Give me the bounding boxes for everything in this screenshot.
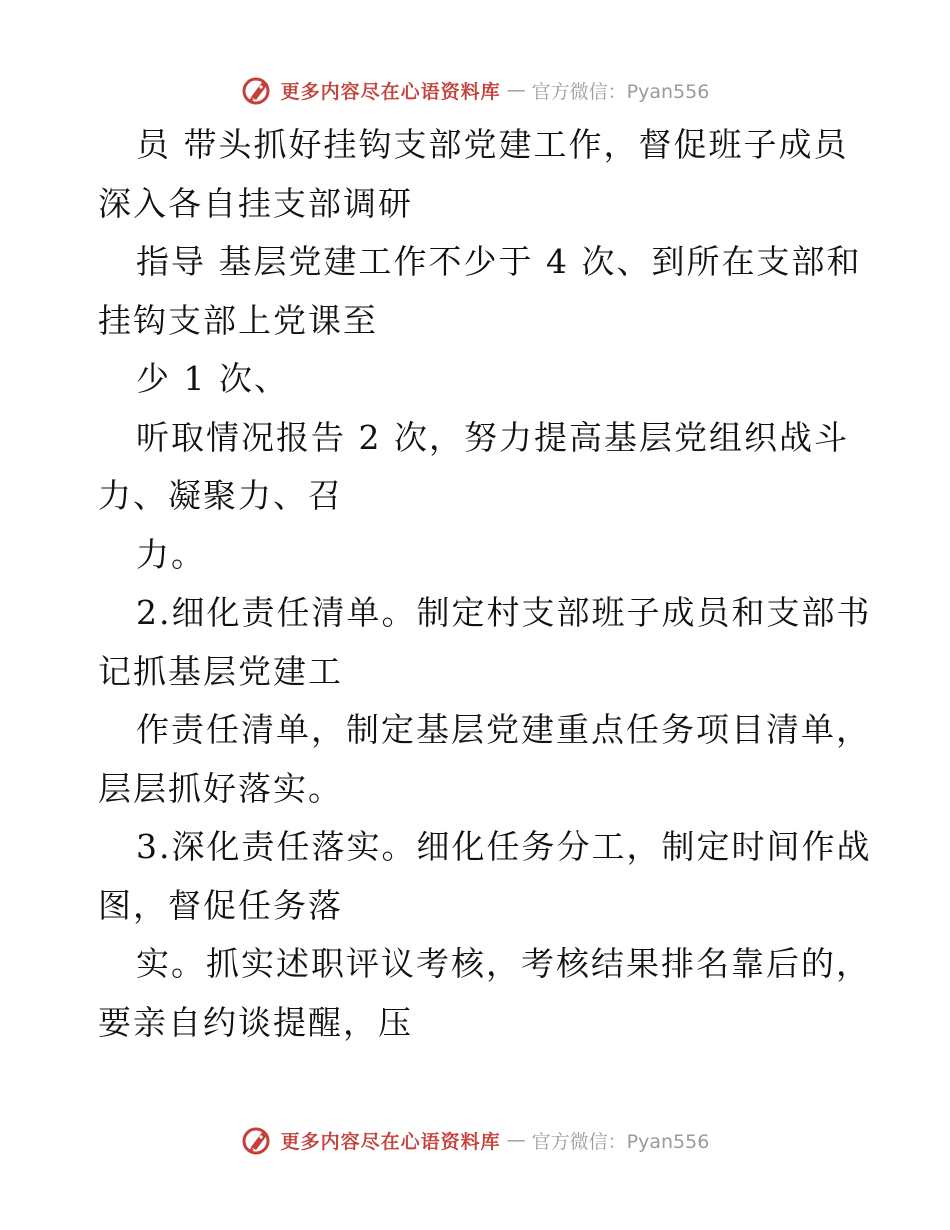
text-line: 力。: [136, 534, 206, 574]
text-line: 记抓基层党建工: [98, 651, 343, 691]
text-line: 深入各自挂支部调研: [98, 183, 413, 223]
text-line: 层层抓好落实。: [98, 768, 343, 808]
pen-nib-circle-icon: [241, 1123, 275, 1157]
text-line: 指导 基层党建工作不少于 4 次、到所在支部和: [136, 242, 862, 281]
text-line: 实。抓实述职评议考核，考核结果排名靠后的，: [136, 944, 871, 983]
text-line: 听取情况报告 2 次，努力提高基层党组织战斗: [136, 417, 849, 457]
footer-brand-text: 更多内容尽在心语资料库: [280, 1130, 501, 1153]
text-line: 2.细化责任清单。制定村支部班子成员和支部书: [136, 593, 872, 632]
footer-contact: 官方微信：Pyan556: [531, 1130, 710, 1153]
header-watermark: [0, 70, 950, 110]
header-contact: 官方微信：Pyan556: [531, 80, 710, 103]
footer-watermark: [0, 1120, 950, 1160]
footer-separator: —: [506, 1129, 526, 1151]
text-line: 员 带头抓好挂钩支部党建工作，督促班子成员: [136, 125, 849, 164]
text-line: 少 1 次、: [136, 359, 289, 398]
text-line: 力、凝聚力、召: [98, 476, 343, 515]
text-line: 要亲自约谈提醒，压: [98, 1002, 413, 1042]
header-separator: —: [506, 79, 526, 101]
text-line: 图，督促任务落: [98, 885, 343, 925]
text-line: 3.深化责任落实。细化任务分工，制定时间作战: [136, 827, 872, 866]
pen-nib-circle-icon: [241, 73, 275, 107]
body-text: [98, 116, 872, 1052]
text-line: 作责任清单，制定基层党建重点任务项目清单，: [136, 710, 871, 749]
text-line: 挂钩支部上党课至: [98, 300, 378, 340]
header-brand-text: 更多内容尽在心语资料库: [280, 80, 501, 103]
